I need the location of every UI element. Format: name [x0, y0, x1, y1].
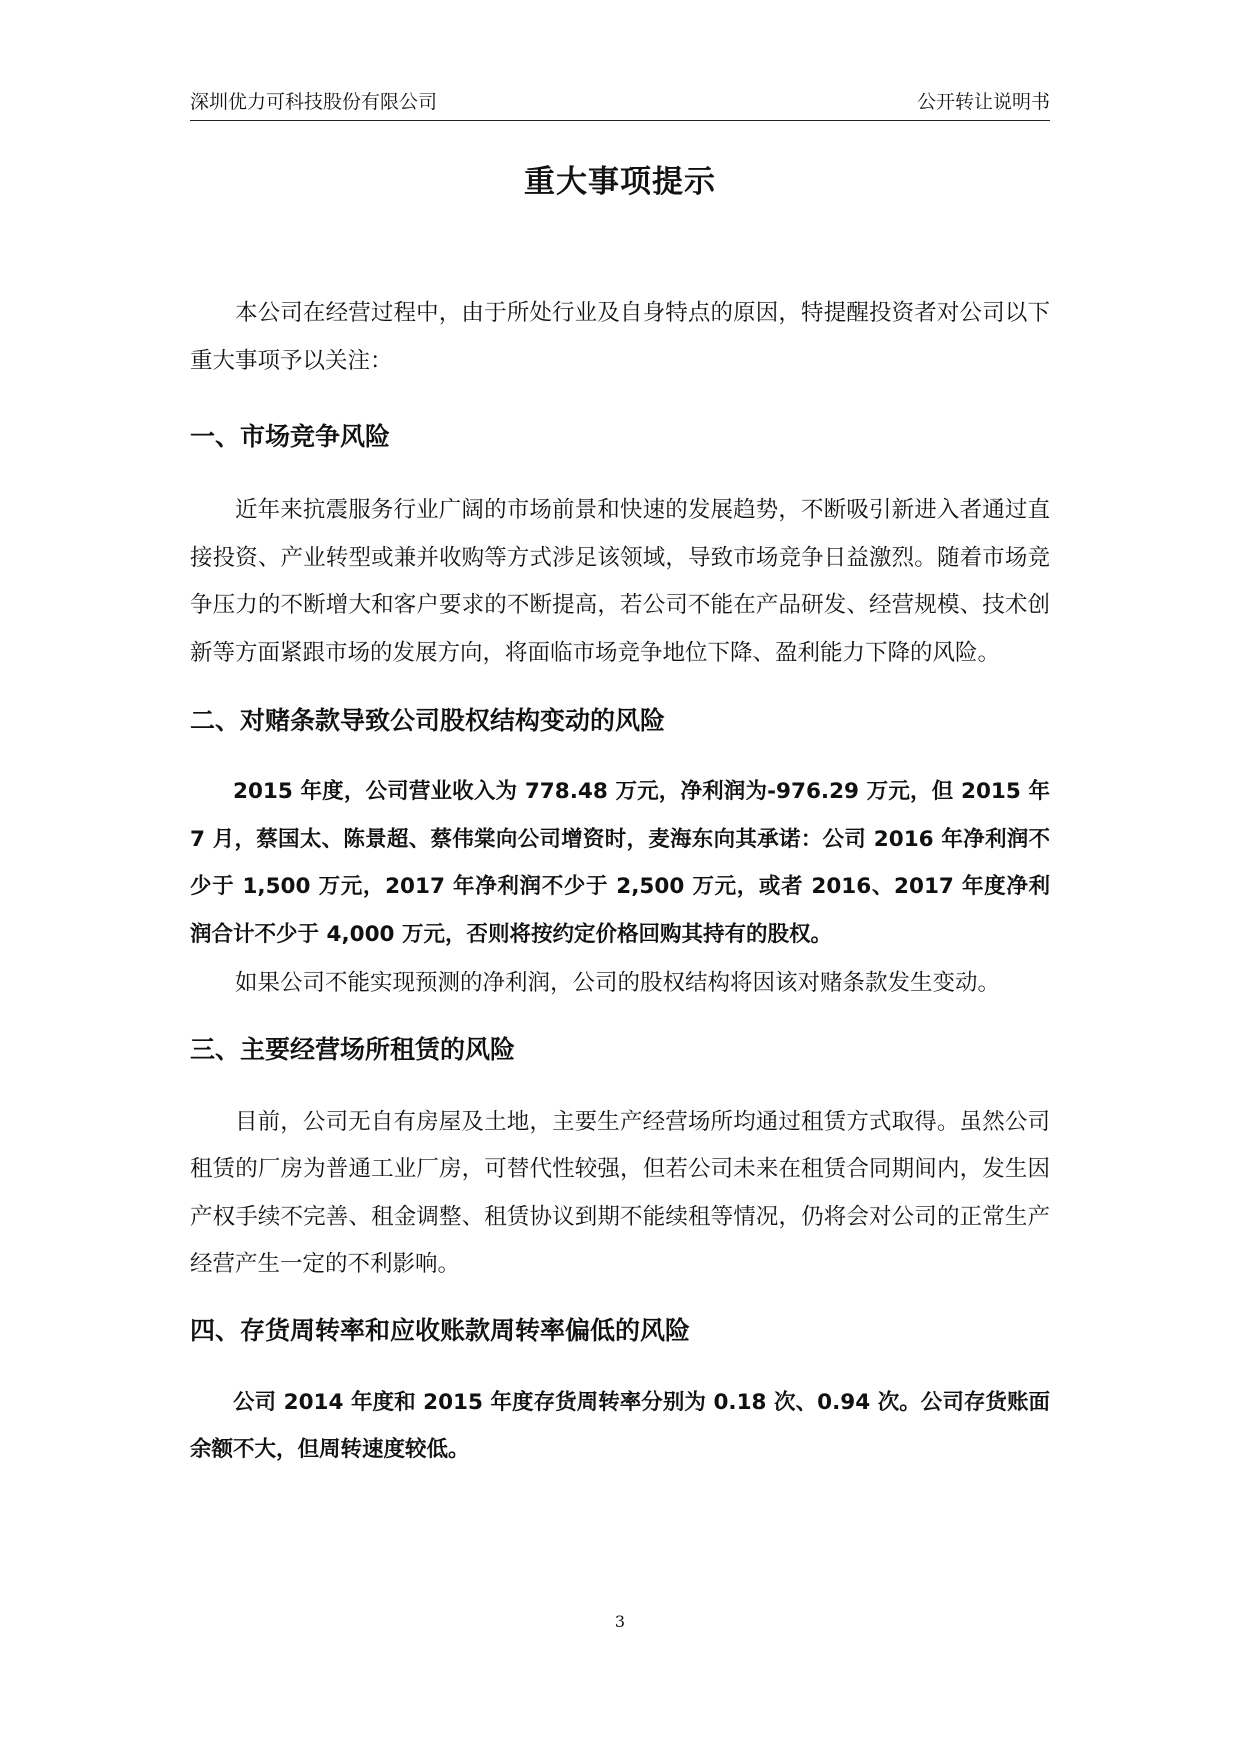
section-heading-market-competition: 一、市场竞争风险: [190, 422, 391, 451]
page-header: [190, 88, 1050, 121]
page-title: 重大事项提示: [524, 164, 716, 200]
section-paragraph-market-competition: 近年来抗震服务行业广阔的市场前景和快速的发展趋势，不断吸引新进入者通过直接投资、产业转型或兼并收购等方式涉足该领域，导致市场竞争日益激烈。随着市场竞争压力的不断增大和客户要求的不断提高，若公司不能在产品研发、经营规模、技术创新等方面紧跟市场的发展方向，将面临市场竞争地位下降、盈利能力下降的风险。: [190, 497, 1050, 666]
section-paragraph-turnover-rate-bold: 公司 2014 年度和 2015 年度存货周转率分别为 0.18 次、0.94 次。公司存货账面余额不大，但周转速度较低。: [190, 1389, 1050, 1462]
header-company-name: 深圳优力可科技股份有限公司: [190, 91, 438, 113]
document-body: [190, 290, 1050, 1474]
section-heading-turnover-rate: 四、存货周转率和应收账款周转率偏低的风险: [190, 1315, 691, 1345]
section-paragraph-vam-clause: 如果公司不能实现预测的净利润，公司的股权结构将因该对赌条款发生变动。: [235, 970, 1001, 996]
section-paragraph-vam-clause-bold: 2015 年度，公司营业收入为 778.48 万元，净利润为-976.29 万元，但 2015 年 7 月，蔡国太、陈景超、蔡伟棠向公司增资时，麦海东向其承诺：公司 2016 年净利润不少于 1,500 万元，2017 年净利润不少于 2,500 万元，或者 2016、2017 年度净利润合计不少于 4,000 万元，否则将按约定价格回购其持有的股权。: [190, 779, 1050, 947]
section-heading-premises-lease: 三、主要经营场所租赁的风险: [190, 1034, 516, 1064]
section-heading-vam-clause: 二、对赌条款导致公司股权结构变动的风险: [190, 706, 666, 735]
section-paragraph-premises-lease: 目前，公司无自有房屋及土地，主要生产经营场所均通过租赁方式取得。虽然公司租赁的厂房为普通工业厂房，可替代性较强，但若公司未来在租赁合同期间内，发生因产权手续不完善、租金调整、租赁协议到期不能续租等情况，仍将会对公司的正常生产经营产生一定的不利影响。: [190, 1108, 1050, 1277]
header-document-type: 公开转让说明书: [916, 91, 1050, 113]
page-number: 3: [614, 1612, 626, 1631]
intro-paragraph: 本公司在经营过程中，由于所处行业及自身特点的原因，特提醒投资者对公司以下重大事项予以关注：: [190, 300, 1050, 374]
